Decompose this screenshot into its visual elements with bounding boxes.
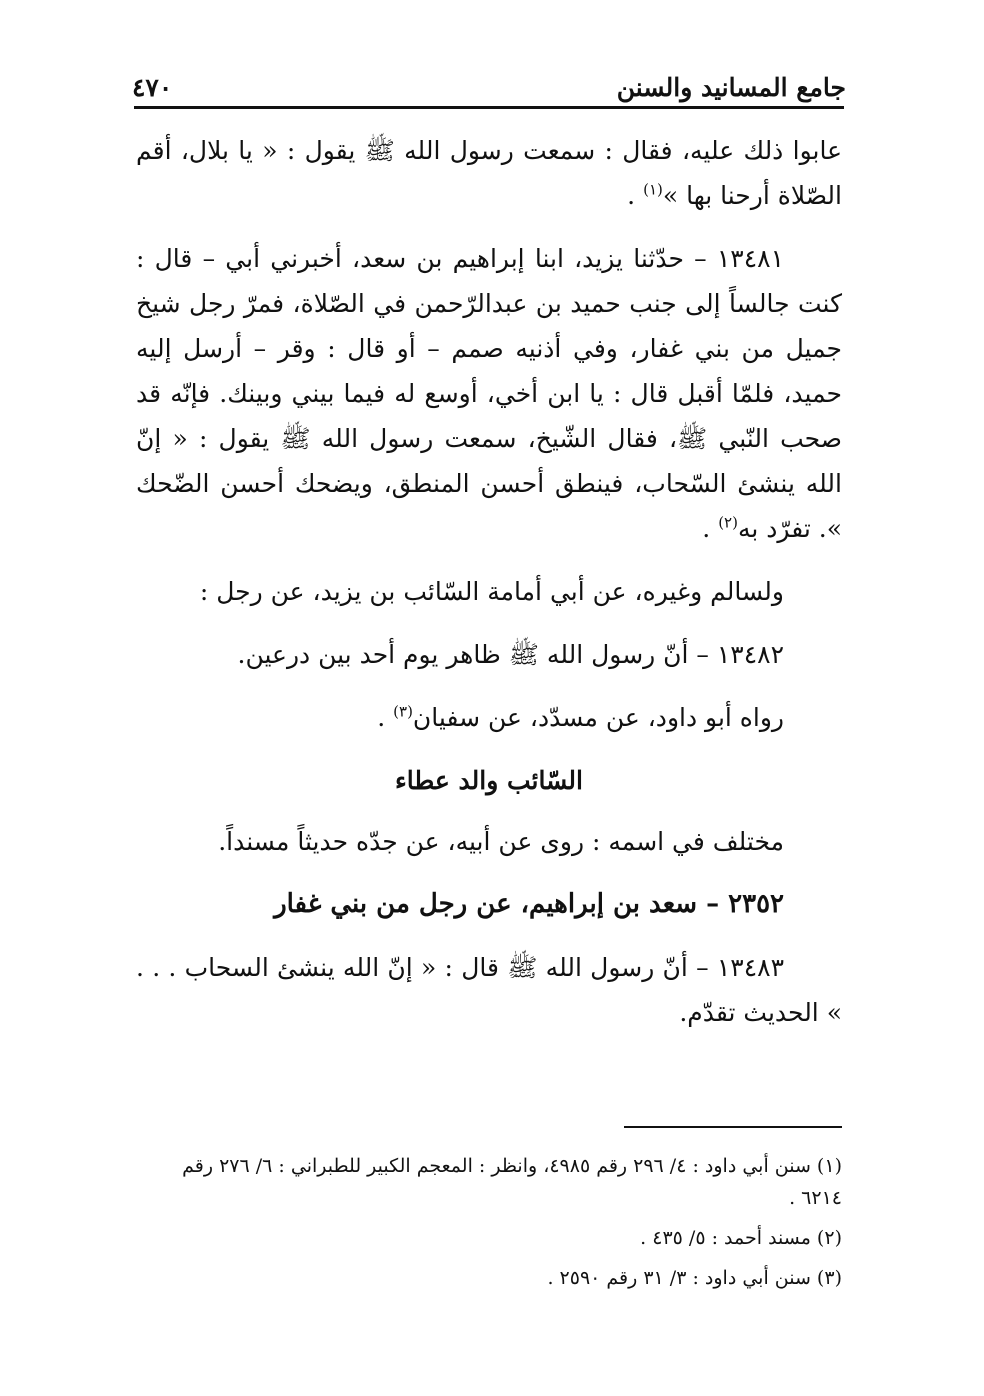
footnote-ref: (١) bbox=[643, 180, 663, 199]
footnote-1: (١) سنن أبي داود : ٤/ ٢٩٦ رقم ٤٩٨٥، وانظر : المعجم الكبير للطبراني : ٦/ ٢٧٦ رقم ٦٢١٤ . bbox=[182, 1155, 842, 1209]
paragraph: رواه أبو داود، عن مسدّد، عن سفيان$^{(٣)}$ . bbox=[377, 702, 784, 732]
hadith-13483: ١٣٤٨٣ – أنّ رسول الله ﷺ قال : « إنّ الله ينشئ السحاب . . . » الحديث تقدّم. bbox=[136, 953, 842, 1027]
chapter-heading: ٢٣٥٢ – سعد بن إبراهيم، عن رجل من بني غفار bbox=[274, 889, 784, 919]
footnote-ref: (٣) bbox=[393, 702, 413, 721]
header-rule bbox=[134, 106, 844, 109]
footnote-rule bbox=[624, 1126, 842, 1128]
paragraph-text: ١٣٤٨١ – حدّثنا يزيد، ابنا إبراهيم بن سعد، أخبرني أبي – قال : كنت جالساً إلى جنب حميد بن عبدالرّحمن في الصّلاة، فمرّ رجل شيخ جميل من بني غفار، وفي أذنيه صمم – أو قال : وقر – أرسل إليه حميد، فلمّا أقبل قال : يا ابن أخي، أوسع له فيما بيني وبينك. فإنّه قد صحب النّبي ﷺ، فقال الشّيخ، سمعت رسول الله ﷺ يقول : « إنّ الله ينشئ السّحاب، فينطق أحسن المنطق، ويضحك أحسن الضّحك ». تفرّد به bbox=[136, 244, 842, 543]
footnote-2: (٢) مسند أحمد : ٥/ ٤٣٥ . bbox=[640, 1227, 842, 1249]
footnote-3: (٣) سنن أبي داود : ٣/ ٣١ رقم ٢٥٩٠ . bbox=[547, 1267, 842, 1289]
page-body bbox=[136, 128, 842, 1053]
running-title: جامع المسانيد والسنن bbox=[616, 73, 846, 102]
hadith-13481: ١٣٤٨١ – حدّثنا يزيد، ابنا إبراهيم بن سعد، أخبرني أبي – قال : كنت جالساً إلى جنب حميد بن عبدالرّحمن في الصّلاة، فمرّ رجل شيخ جميل من بني غفار، وفي أذنيه صمم – أو قال : وقر – أرسل إليه حميد، فلمّا أقبل قال : يا ابن أخي، أوسع له فيما بيني وبينك. فإنّه قد صحب النّبي ﷺ، فقال الشّيخ، سمعت رسول الله ﷺ يقول : « إنّ الله ينشئ السّحاب، فينطق أحسن المنطق، ويضحك أحسن الضّحك ». تفرّد به$^{(٢)}$ . bbox=[136, 244, 842, 543]
page-number: ٤٧٠ bbox=[132, 73, 173, 102]
hadith-13482: ١٣٤٨٢ – أنّ رسول الله ﷺ ظاهر يوم أحد بين درعين. bbox=[237, 640, 784, 669]
footnotes bbox=[136, 1150, 842, 1302]
paragraph: ولسالم وغيره، عن أبي أمامة السّائب بن يزيد، عن رجل : bbox=[199, 577, 784, 606]
section-title: السّائب والد عطاء bbox=[395, 766, 583, 795]
paragraph-text: عابوا ذلك عليه، فقال : سمعت رسول الله ﷺ يقول : « يا بلال، أقم الصّلاة أرحنا بها » bbox=[136, 136, 842, 210]
footnote-ref: (٢) bbox=[718, 513, 738, 532]
paragraph-text: رواه أبو داود، عن مسدّد، عن سفيان bbox=[412, 703, 784, 732]
paragraph: مختلف في اسمه : روى عن أبيه، عن جدّه حديثاً مسنداً. bbox=[218, 827, 784, 856]
paragraph: عابوا ذلك عليه، فقال : سمعت رسول الله ﷺ يقول : « يا بلال، أقم الصّلاة أرحنا بها »$^{(١)}$ . bbox=[136, 136, 842, 210]
page-header bbox=[132, 62, 846, 102]
